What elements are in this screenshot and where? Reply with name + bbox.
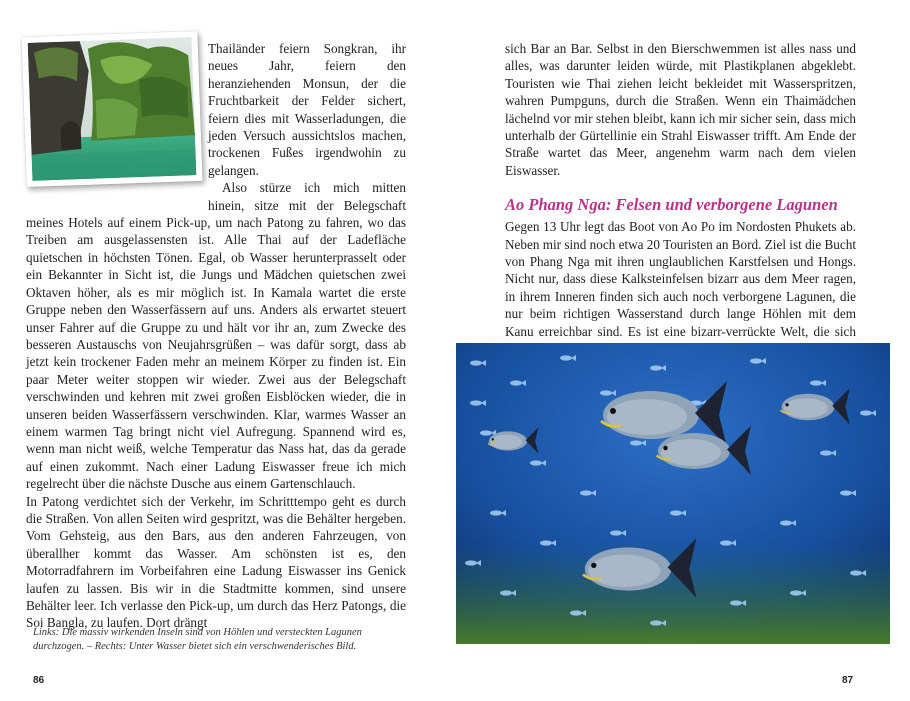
left-paragraph-2: Also stürze ich mich mitten hinein, sitze mit der Belegschaft meines Hotels auf einem Pick-up, um nach Patong zu fahren, wo das Treiben am ausgelassensten ist. Alle Thai auf der Ladefläche quietschen in höchsten Tönen. Egal, ob Wasser herunterprasselt oder ein Bekannter in Sicht ist, die Jungs und Mädchen quietschen zwei Oktaven höher, als es mir möglich ist. In Kamala wartet die erste Gruppe neben den Wasserfässern auf uns. Anders als erwartet steuert unser Fahrer auf die Gruppe zu und hält vor ihr an, zum Zwecke des besseren Austauschs von Neujahrsgrüßen – was dafür sorgt, dass ab jetzt kein trockener Faden mehr an meinem Körper zu finden ist. Ein paar Meter weiter stoppen wir wieder. Zwei aus der Belegschaft verschwinden und kehren mit zwei großen Eisblöcken wieder, die in unseren beiden Wasserfässern verschwinden. Klar, warmes Wasser an einem warmen Tag bringt nicht viel Aufregung. Spannend wird es, wenn man nicht weiß, welche Temperatur das Nass hat, das da gerade auf einen zukommt. Nach einer Ladung Eiswasser freue ich mich regelrecht über die nächste Dusche aus einem Gartenschlauch. bbox=[26, 180, 406, 492]
photo-float-spacer bbox=[26, 40, 208, 200]
left-paragraph-3: In Patong verdichtet sich der Verkehr, im Schritttempo geht es durch die Straßen. Von allen Seiten wird gespritzt, was die Behälter hergeben. Vom Gehsteig, aus den Bars, aus den anderen Fahrzeugen, von überallher kommt das Wasser. Am schönsten ist es, den Motorradfahrern im Vorbeifahren eine Ladung Eiswasser ins Genick laufen zu lassen. Bis wir in die Stadtmitte kommen, sind unsere Behälter leer. Ich verlasse den Pick-up, um durch das Herz Patongs, die Soi Bangla, zu laufen. Dort drängt bbox=[26, 493, 406, 631]
right-page-body bbox=[505, 40, 856, 358]
page-number-left: 86 bbox=[33, 675, 45, 686]
photo-caption: Links: Die massiv wirkenden Inseln sind von Höhlen und versteckten Lagunen durchzogen. – Rechts: Unter Wasser bietet sich ein verschwenderisches Bild. bbox=[33, 627, 362, 652]
section-heading: Ao Phang Nga: Felsen und verborgene Lagunen bbox=[505, 195, 838, 215]
right-paragraph-2: Gegen 13 Uhr legt das Boot von Ao Po im Nordosten Phukets ab. Neben mir sind noch etwa 20 Touristen an Bord. Ziel ist die Bucht von Phang Nga mit ihren unglaublichen Karstfelsen und Hongs. Nicht nur, dass diese Kalksteinfelsen bizarr aus dem Meer ragen, in ihrem Inneren finden sich auch noch verborgene Lagunen, die nur beim richtigen Wasserstand durch lange Höhlen mit dem Kanu erreichbar sind. Es ist eine bizarr-verrückte Welt, die sich bbox=[505, 219, 856, 339]
left-page-body bbox=[26, 40, 406, 632]
right-paragraph-1: sich Bar an Bar. Selbst in den Bierschwemmen ist alles nass und alles, was darunter leiden würde, mit Plastikplanen abgeklebt. Touristen wie Thai ziehen leicht bekleidet mit Wasserspritzen, wahren Pumpguns, durch die Straßen. Wenn ein Thaimädchen lächelnd vor mir stehen bleibt, kann ich mir sicher sein, dass mich unterhalb der Gürtellinie ein Strahl Eiswasser trifft. Am Ende der Straße wartet das Meer, angenehm warm nach dem vielen Eiswasser. bbox=[505, 41, 856, 178]
fish-image bbox=[456, 343, 890, 644]
page-number-right: 87 bbox=[842, 675, 854, 686]
left-paragraph-1: Thailänder feiern Songkran, ihr neues Jahr, feiern den heranziehenden Monsun, der die Fruchtbarkeit der Felder sichert, feiern dies mit Wasserladungen, die jeden Versuch aussichtslos machen, trockenen Fußes irgendwohin zu gelangen. bbox=[208, 41, 406, 178]
underwater-photo bbox=[456, 343, 890, 644]
